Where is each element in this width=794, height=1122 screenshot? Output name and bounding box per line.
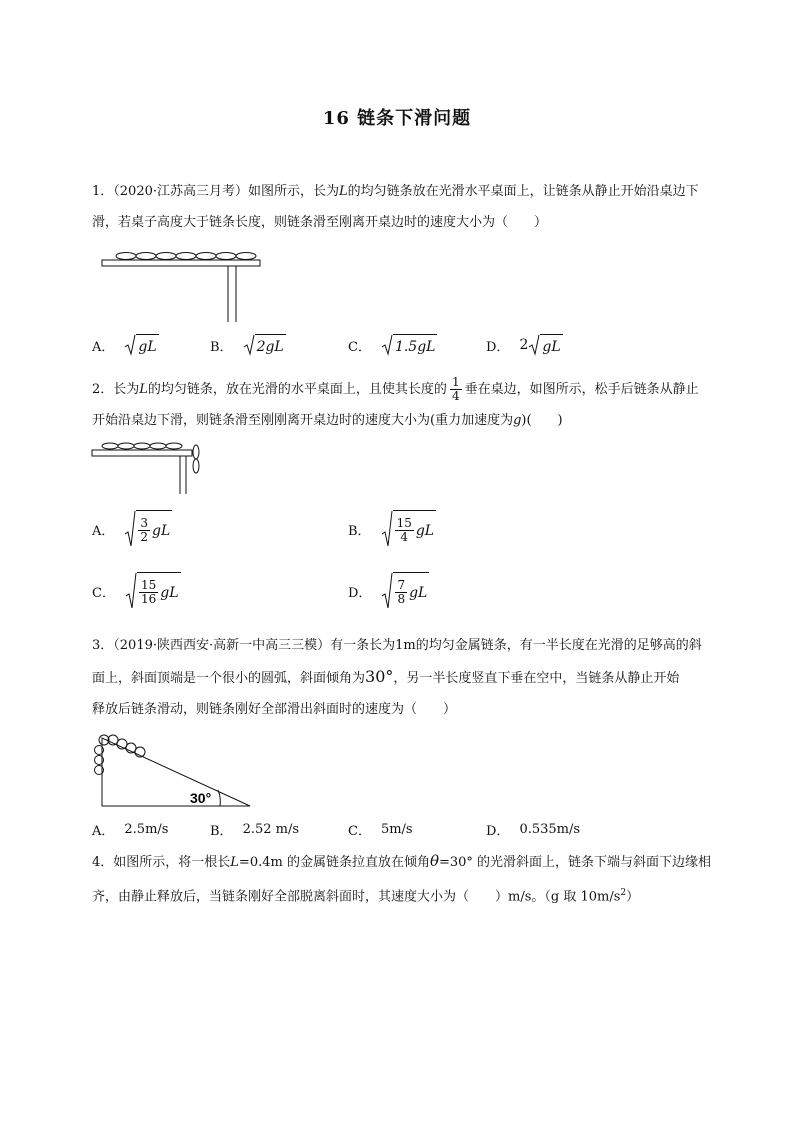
sqrt-expression: $\frac{15}{4}$ gL — [381, 510, 437, 548]
question-2-line-1: 2．长为L的均匀链条，放在光滑的水平桌面上，且使其长度的 $\frac{1}{4}$ 垂在桌边，如图所示，松手后链条从静止 — [92, 375, 699, 403]
figure-table-chain-2 — [88, 438, 216, 496]
option-b[interactable]: B． $\frac{15}{4}$ gL — [348, 510, 436, 548]
option-a[interactable]: A． $\frac{3}{2}$ gL — [92, 510, 172, 548]
question-1-line-1: 1．（2020·江苏高三月考）如图所示，长为L的均匀链条放在光滑水平桌面上，让链条从静止开始沿桌边下 — [92, 184, 699, 199]
question-4-line-2: 齐，由静止释放后，当链条刚好全部脱离斜面时，其速度大小为（ ）m/s。（g 取 $10m/s^2$） — [92, 888, 640, 905]
question-2 — [92, 374, 732, 436]
fraction: $\frac{1}{4}$ — [451, 375, 460, 403]
option-d[interactable]: D． $\frac{7}{8}$ gL — [348, 572, 429, 610]
option-c[interactable]: C． 1.5gL — [348, 334, 437, 356]
option-c[interactable]: C． $\frac{15}{16}$ gL — [92, 572, 181, 610]
option-a[interactable]: A． 2.5m/s — [92, 822, 169, 839]
angle-label: 30° — [190, 790, 212, 806]
question-2-line-2: 开始沿桌边下滑，则链条滑至刚刚离开桌边时的速度大小为(重力加速度为g)( ) — [92, 413, 563, 428]
sqrt-expression: 1.5gL — [381, 334, 438, 356]
question-1 — [92, 176, 732, 238]
option-b[interactable]: B． 2gL — [210, 334, 286, 356]
option-b[interactable]: B． 2.52 m/s — [210, 822, 300, 839]
question-4-line-1: 4．如图所示，将一根长L=0.4m 的金属链条拉直放在倾角θ=30° 的光滑斜面上，链条下端与斜面下边缘相 — [92, 852, 712, 870]
page-title: 16 链条下滑问题 — [322, 108, 472, 129]
question-3-line-3: 释放后链条滑动，则链条刚好全部滑出斜面时的速度为（ ） — [92, 702, 457, 717]
question-3-line-2: 面上，斜面顶端是一个很小的圆弧，斜面倾角为30°，另一半长度竖直下垂在空中，当链条从静止开始 — [92, 667, 680, 686]
sqrt-expression: 2gL — [243, 334, 286, 356]
question-3-line-1: 3．（2019·陕西西安·高新一中高三三模）有一条长为1m的均匀金属链条，有一半长度在光滑的足够高的斜 — [92, 638, 702, 653]
sqrt-expression: $\frac{7}{8}$ gL — [381, 572, 429, 610]
option-d[interactable]: D． 2 gL — [486, 334, 563, 356]
option-a[interactable]: A． gL — [92, 334, 159, 356]
sqrt-expression: gL — [124, 334, 158, 356]
question-1-line-2: 滑，若桌子高度大于链条长度，则链条滑至刚离开桌边时的速度大小为（ ） — [92, 215, 548, 230]
figure-table-chain-1 — [98, 248, 268, 324]
sqrt-expression: gL — [528, 334, 562, 356]
question-3 — [92, 630, 732, 725]
option-d[interactable]: D． 0.535m/s — [486, 822, 581, 839]
sqrt-expression: $\frac{15}{16}$ gL — [125, 572, 181, 610]
figure-incline-chain — [92, 728, 256, 812]
sqrt-expression: $\frac{3}{2}$ gL — [124, 510, 172, 548]
question-4 — [92, 846, 732, 912]
option-c[interactable]: C． 5m/s — [348, 822, 413, 839]
